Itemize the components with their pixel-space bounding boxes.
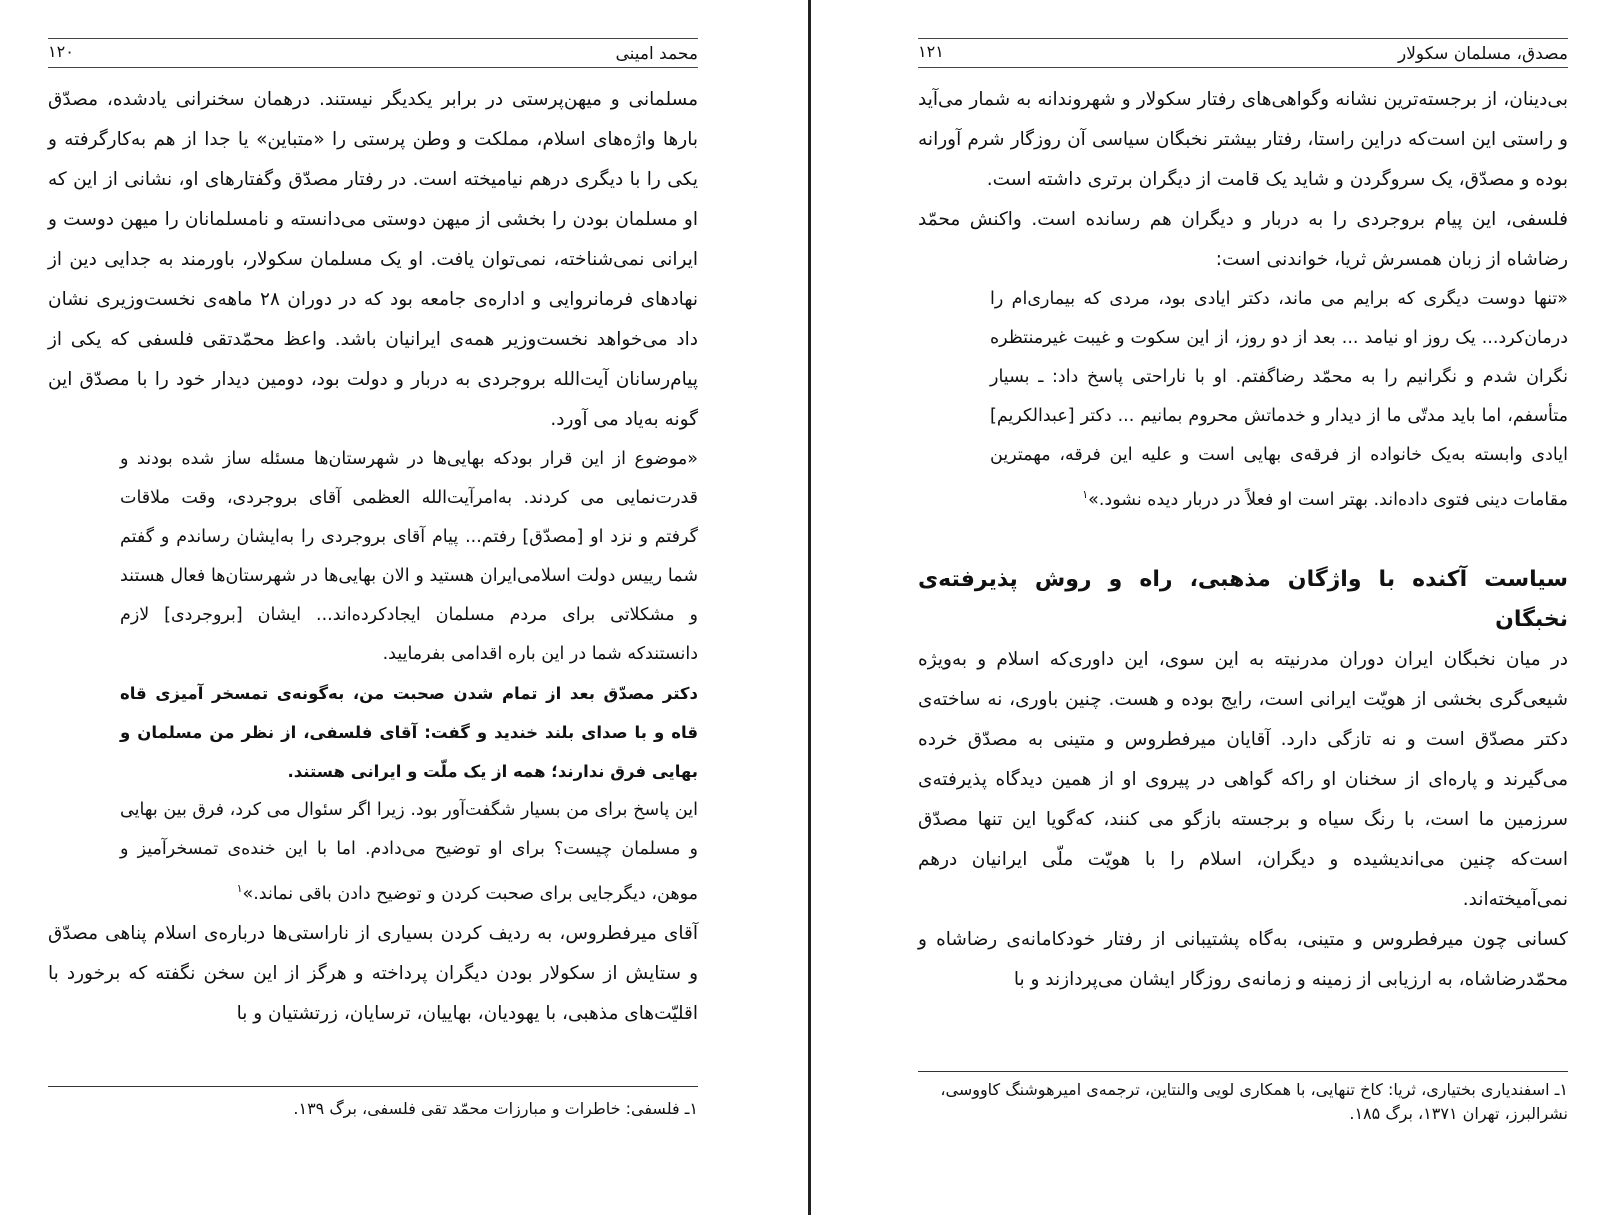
header-rule [48, 67, 698, 68]
body-paragraph: مسلمانی و میهن‌پرستی در برابر یکدیگر نیستند. درهمان سخنرانی یادشده، مصدّق بارها واژه‌های اسلام، مملکت و وطن پرستی را «متباین» یا جدا از هم به‌کارگرفته و یکی را با دیگری درهم نیامیخته است. در رفتار مصدّق وگفتارهای او، نشانی از این که او مسلمان بودن را بخشی از میهن دوستی می‌دانسته و نامسلمانان را میهن دوست و ایرانی نمی‌شناخته، نمی‌توان یافت. او یک مسلمان سکولار، باورمند به جدایی دین از نهادهای فرمانروایی و اداره‌ی جامعه بود که در دوران ۲۸ ماهه‌ی نخست‌وزیری نشان داد می‌خواهد نخست‌وزیر همه‌ی ایرانیان باشد. واعظ محمّدتقی فلسفی که یکی از پیام‌رسانان آیت‌الله بروجردی به دربار و دولت بود، دومین دیدار خود را با مصدّق این گونه به‌یاد می آورد. [48, 89, 698, 430]
right-page [918, 0, 1568, 1215]
left-page [48, 0, 698, 1215]
body-paragraph: در میان نخبگان ایران دوران مدرنیته به این سوی، این داوری‌که اسلام و به‌ویژه شیعی‌گری بخشی از هویّت ایرانی است، رایج بوده و هست. چنین باوری، نه ساخته‌ی دکتر مصدّق است و نه تازگی دارد. آقایان میرفطروس و متینی به مصدّق خرده می‌گیرند و پاره‌ای از سخنان او راکه گواهی در پیروی او از همین دیدگاه پذیرفته‌ی سرزمین ما است، با رنگ سیاه و برجسته بازگو می کنند، که‌گویا این تنها مصدّق است‌که چنین می‌اندیشیده و دیگران، اسلام را با هویّت ملّی ایرانیان درهم نمی‌آمیخته‌اند. [918, 648, 1568, 910]
body-paragraph: کسانی چون میرفطروس و متینی، به‌گاه پشتیبانی از رفتار خودکامانه‌ی رضاشاه و محمّدرضاشاه، به ارزیابی از زمینه و زمانه‌ی روزگار ایشان می‌پردازند و با [918, 928, 1568, 990]
quote-text: «تنها دوست دیگری که برایم می ماند، دکتر ایادی بود، مردی که بیماری‌ام را درمان‌کرد... یک روز او نیامد ... بعد از دو روز، از این سکوت و غیبت غیرمنتظره نگران شدم و نگرانیم را به محمّد رضاگفتم. او با ناراحتی پاسخ داد: ـ بسیار متأسفم، اما باید مدتّی ما از دیدار و خدماتش محروم بمانیم ... دکتر [عبدالکریم] ایادی وابسته به‌یک خانواده از فرقه‌ی بهایی است و علیه این فرقه، مهمترین مقامات دینی فتوی داده‌اند. بهتر است او فعلاً در دربار دیده نشود.»$^۱$ [990, 289, 1568, 510]
footnote-rule [48, 1086, 698, 1087]
footnote: ۱ـ اسفندیاری بختیاری، ثریا: کاخ تنهایی، با همکاری لویی والنتاین، ترجمه‌ی امیرهوشنگ کاووسی، نشرالبرز، تهران ۱۳۷۱، برگ ۱۸۵. [940, 1080, 1568, 1123]
body-paragraph: فلسفی، این پیام بروجردی را به دربار و دیگران هم رسانده است. واکنش محمّد رضاشاه از زبان همسرش ثریا، خواندنی است: [918, 209, 1568, 270]
header-rule [918, 67, 1568, 68]
left-running-header [48, 38, 698, 67]
quote-text-continued: این پاسخ برای من بسیار شگفت‌آور بود. زیرا اگر سئوال می کرد، فرق بین بهایی و مسلمان چیست؟ برای او توضیح می‌دادم. اما با این خنده‌ی تمسخرآمیز و موهن، دیگرجایی برای صحبت کردن و توضیح دادن باقی نماند.»$^۱$ [120, 800, 698, 904]
gutter-divider [808, 0, 811, 1215]
right-page-body [918, 80, 1568, 1000]
block-quote-continued [120, 791, 698, 914]
section-heading: سیاست آکنده با واژگان مذهبی، راه و روش پذیرفته‌ی نخبگان [918, 566, 1568, 632]
bold-quote-text: دکتر مصدّق بعد از تمام شدن صحبت من، به‌گونه‌ی تمسخر آمیزی قاه قاه و با صدای بلند خندید و گفت: آقای فلسفی، از نظر من مسلمان و بهایی فرق ندارند؛ همه از یک ملّت و ایرانی هستند. [120, 684, 698, 781]
footnote: ۱ـ فلسفی: خاطرات و مبارزات محمّد تقی فلسفی، برگ ۱۳۹. [293, 1099, 698, 1118]
footnote-rule [918, 1071, 1568, 1072]
right-running-header [918, 38, 1568, 67]
body-paragraph: بی‌دینان، از برجسته‌ترین نشانه وگواهی‌های رفتار سکولار و شهروندانه به شمار می‌آید و راستی این است‌که دراین راستا، رفتار بیشتر نخبگان سیاسی آن روزگار شرم آورانه بوده و مصدّق، یک سروگردن و شاید یک قامت از دیگران برتری داشته است. [918, 89, 1568, 190]
running-header-title: مصدق، مسلمان سکولار [1398, 44, 1568, 64]
block-quote [990, 280, 1568, 520]
footnote-mark: ۱ [236, 882, 243, 895]
block-quote [120, 440, 698, 674]
running-header-author: محمد امینی [615, 44, 698, 64]
page-number: ۱۲۰ [48, 42, 74, 61]
page-number: ۱۲۱ [918, 42, 944, 61]
quote-text: «موضوع از این قرار بودکه بهایی‌ها در شهرستان‌ها مسئله ساز شده بودند و قدرت‌نمایی می کردند. به‌امرآیت‌الله العظمی آقای بروجردی، وقت ملاقات گرفتم و نزد او [مصدّق] رفتم... پیام آقای بروجردی را به‌ایشان رساندم و گفتم شما رییس دولت اسلامی‌ایران هستید و الان بهایی‌ها در شهرستان‌ها فعال هستند و مشکلاتی برای مردم مسلمان ایجادکرده‌اند... ایشان [بروجردی] لازم دانستندکه شما در این باره اقدامی بفرمایید. [120, 449, 698, 664]
body-paragraph: آقای میرفطروس، به ردیف کردن بسیاری از ناراستی‌ها درباره‌ی اسلام پناهی مصدّق و ستایش از سکولار بودن دیگران پرداخته و هرگز از این سخن نگفته که برخورد با اقلیّت‌های مذهبی، با یهودیان، بهاییان، ترسایان، زرتشتیان و با [48, 922, 698, 1024]
bold-quote [120, 674, 698, 791]
left-page-body [48, 80, 698, 1034]
footnote-mark: ۱ [1082, 488, 1089, 501]
